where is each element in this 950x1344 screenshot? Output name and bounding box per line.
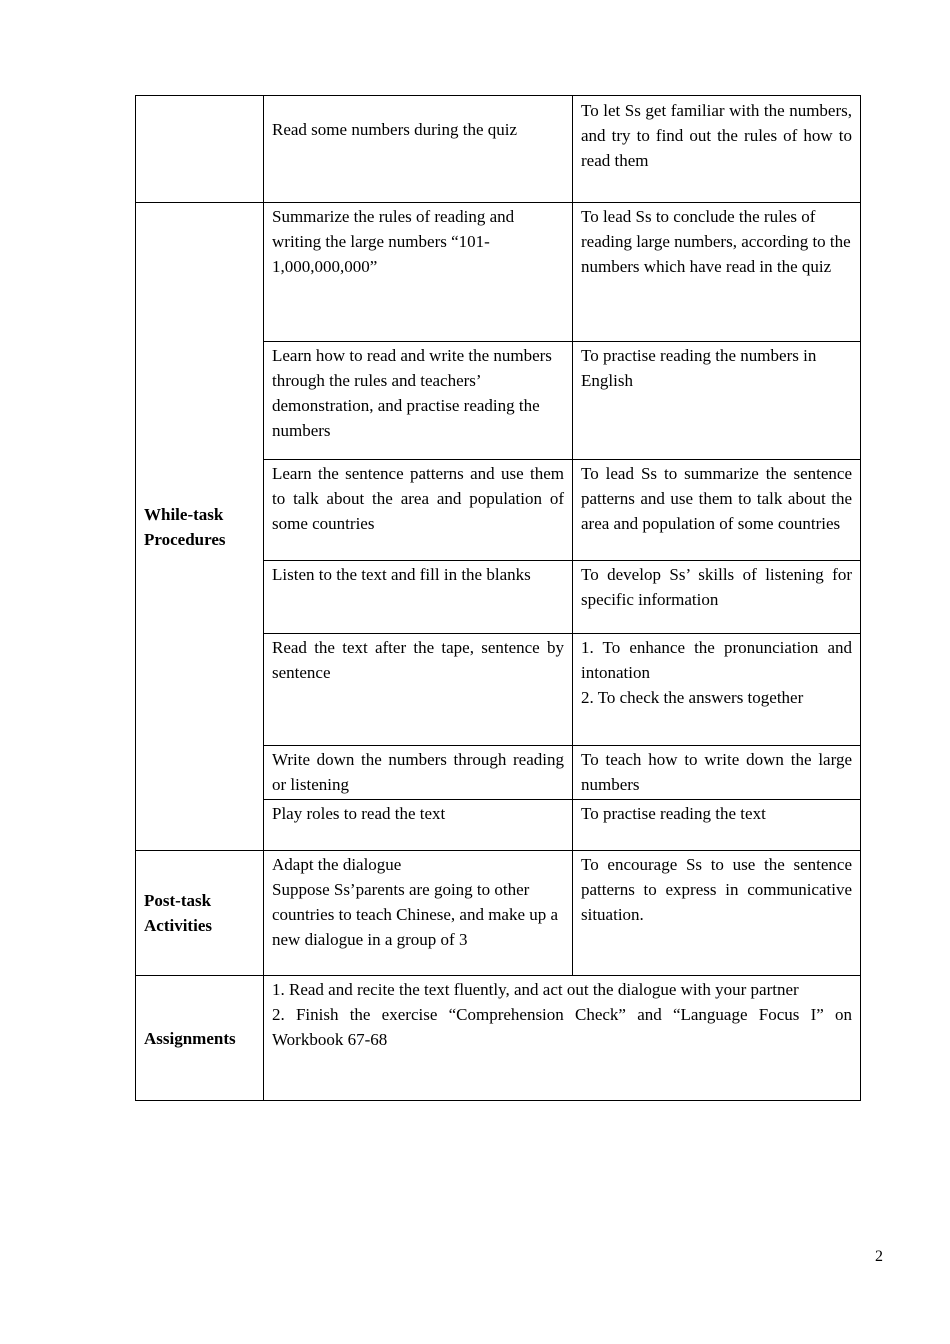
purpose-cell	[573, 203, 861, 342]
stage-cell-empty	[136, 96, 264, 203]
assignments-cell	[264, 976, 861, 1101]
stage-label: While-task	[144, 504, 224, 524]
activity-text: Read the text after the tape, sentence by sentence	[272, 638, 564, 682]
stage-cell-assignments	[136, 976, 264, 1101]
activity-cell	[264, 634, 573, 746]
activity-cell	[264, 460, 573, 561]
stage-label: Assignments	[144, 1028, 236, 1048]
activity-text: Learn the sentence patterns and use them to talk about the area and population of some countries	[272, 464, 564, 533]
purpose-cell	[573, 746, 861, 800]
purpose-text: To practise reading the text	[581, 804, 766, 823]
stage-label: Post-task	[144, 891, 212, 910]
activity-text: Summarize the rules of reading and writing the large numbers “101-1,000,000,000”	[272, 207, 515, 276]
activity-cell	[264, 561, 573, 634]
activity-text: Listen to the text and fill in the blanks	[272, 565, 531, 584]
table-row	[136, 851, 861, 976]
purpose-text: 1. To enhance the pronunciation and intonation	[581, 638, 852, 682]
activity-cell	[264, 800, 573, 851]
lesson-plan-table	[135, 95, 861, 1101]
activity-cell	[264, 851, 573, 976]
activity-text: Write down the numbers through reading or listening	[272, 750, 564, 794]
purpose-cell	[573, 96, 861, 203]
stage-label: Procedures	[144, 529, 226, 549]
stage-cell-while-task	[136, 203, 264, 851]
activity-text: Adapt the dialogue	[272, 855, 402, 874]
assignment-item: 1. Read and recite the text fluently, and act out the dialogue with your partner	[272, 980, 799, 999]
page-number: 2	[875, 1248, 883, 1265]
purpose-cell	[573, 460, 861, 561]
purpose-text: To teach how to write down the large numbers	[581, 750, 852, 794]
activity-text: Play roles to read the text	[272, 804, 446, 823]
purpose-text: To let Ss get familiar with the numbers, and try to find out the rules of how to read them	[581, 101, 852, 170]
activity-text: Suppose Ss’parents are going to other countries to teach Chinese, and make up a new dialogue in a group of 3	[272, 880, 559, 949]
assignment-item: 2. Finish the exercise “Comprehension Check” and “Language Focus I” on Workbook 67-68	[272, 1005, 852, 1049]
table-row	[136, 203, 861, 342]
purpose-cell	[573, 634, 861, 746]
purpose-text: 2. To check the answers together	[581, 688, 804, 707]
purpose-text: To encourage Ss to use the sentence patterns to express in communicative situation.	[581, 855, 852, 924]
purpose-cell	[573, 561, 861, 634]
purpose-cell	[573, 851, 861, 976]
activity-cell	[264, 342, 573, 460]
activity-text: Read some numbers during the quiz	[272, 120, 518, 139]
stage-cell-post-task	[136, 851, 264, 976]
purpose-text: To practise reading the numbers in English	[581, 346, 817, 390]
purpose-cell	[573, 342, 861, 460]
purpose-text: To lead Ss to summarize the sentence patterns and use them to talk about the area and population of some countries	[581, 464, 852, 533]
activity-cell	[264, 746, 573, 800]
table-row	[136, 976, 861, 1101]
activity-cell	[264, 96, 573, 203]
table-row	[136, 96, 861, 203]
stage-label: Activities	[144, 916, 212, 935]
purpose-cell	[573, 800, 861, 851]
purpose-text: To lead Ss to conclude the rules of reading large numbers, according to the numbers which have read in the quiz	[581, 207, 851, 276]
activity-cell	[264, 203, 573, 342]
activity-text: Learn how to read and write the numbers through the rules and teachers’ demonstration, and practise reading the numbers	[272, 346, 552, 440]
purpose-text: To develop Ss’ skills of listening for specific information	[581, 565, 852, 609]
